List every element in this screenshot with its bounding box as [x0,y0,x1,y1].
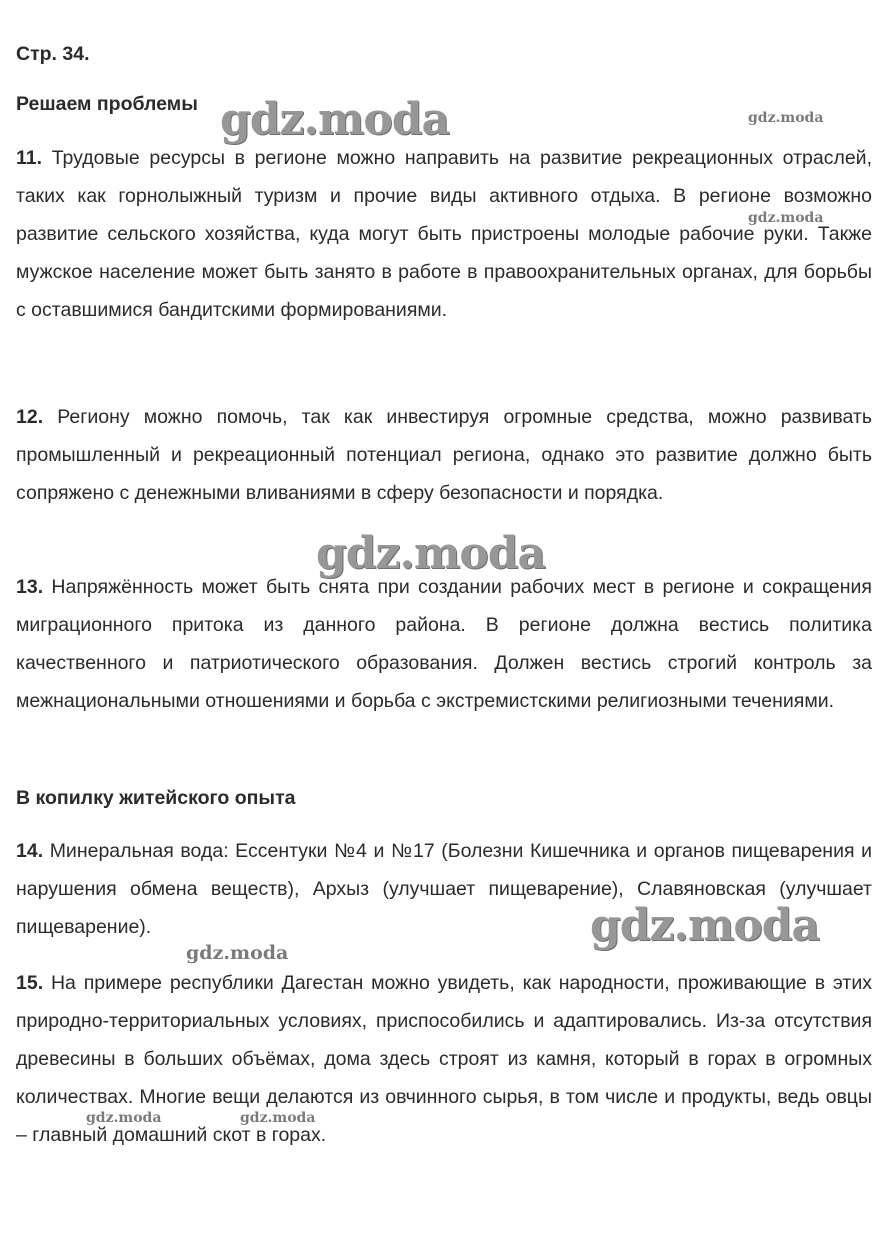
answer-text: Региону можно помочь, так как инвестируя огромные средства, можно развивать промышленный и рекреационный потенциал региона, однако это развитие должно быть сопряжено с денежными вливаниями в сферу безопасности и порядка. [16,406,873,504]
answer-number: 12. [16,406,44,428]
answer-15 [16,964,872,1154]
watermark-logo: gdz.moda [748,110,824,126]
watermark-logo: gdz.moda [748,210,824,226]
watermark-logo: gdz.moda [86,1110,162,1126]
answer-number: 14. [16,840,44,862]
watermark-logo: gdz.moda [240,1110,316,1126]
answer-14 [16,832,872,946]
section-title-experience: В копилку житейского опыта [16,787,296,809]
answer-number: 11. [16,147,43,169]
watermark-logo: gdz.moda [590,900,820,951]
answer-number: 15. [16,972,44,994]
section-title-problems: Решаем проблемы [16,93,198,115]
watermark-logo: gdz.moda [316,528,546,579]
answer-number: 13. [16,576,44,598]
watermark-logo: gdz.moda [220,94,450,145]
answer-text: Трудовые ресурсы в регионе можно направить на развитие рекреационных отраслей, таких как горнолыжный туризм и прочие виды активного отдыха. В регионе возможно развитие сельского хозяйства, куда могут быть пристроены молодые рабочие руки. Также мужское население может быть занято в работе в правоохранительных органах, для борьбы с оставшимися бандитскими формированиями. [16,147,872,321]
answer-text: Минеральная вода: Ессентуки №4 и №17 (Болезни Кишечника и органов пищеварения и нарушения обмена веществ), Архыз (улучшает пищеварение), Славяновская (улучшает пищеварение). [16,840,872,938]
answer-13 [16,568,872,720]
answer-11 [16,139,872,329]
answer-12 [16,398,872,512]
answer-text: На примере республики Дагестан можно увидеть, как народности, проживающие в этих природно-территориальных условиях, приспособились и адаптировались. Из-за отсутствия древесины в больших объёмах, дома здесь строят из камня, который в горах в огромных количествах. Многие вещи делаются из овчинного сырья, в том числе и продукты, ведь овцы – главный домашний скот в горах. [16,972,872,1146]
answer-text: Напряжённость может быть снята при создании рабочих мест в регионе и сокращения миграционного притока из данного района. В регионе должна вестись политика качественного и патриотического образования. Должен вестись строгий контроль за межнациональными отношениями и борьба с экстремистскими религиозными течениями. [16,576,872,712]
page-reference: Стр. 34. [16,43,90,65]
watermark-logo: gdz.moda [186,942,289,964]
